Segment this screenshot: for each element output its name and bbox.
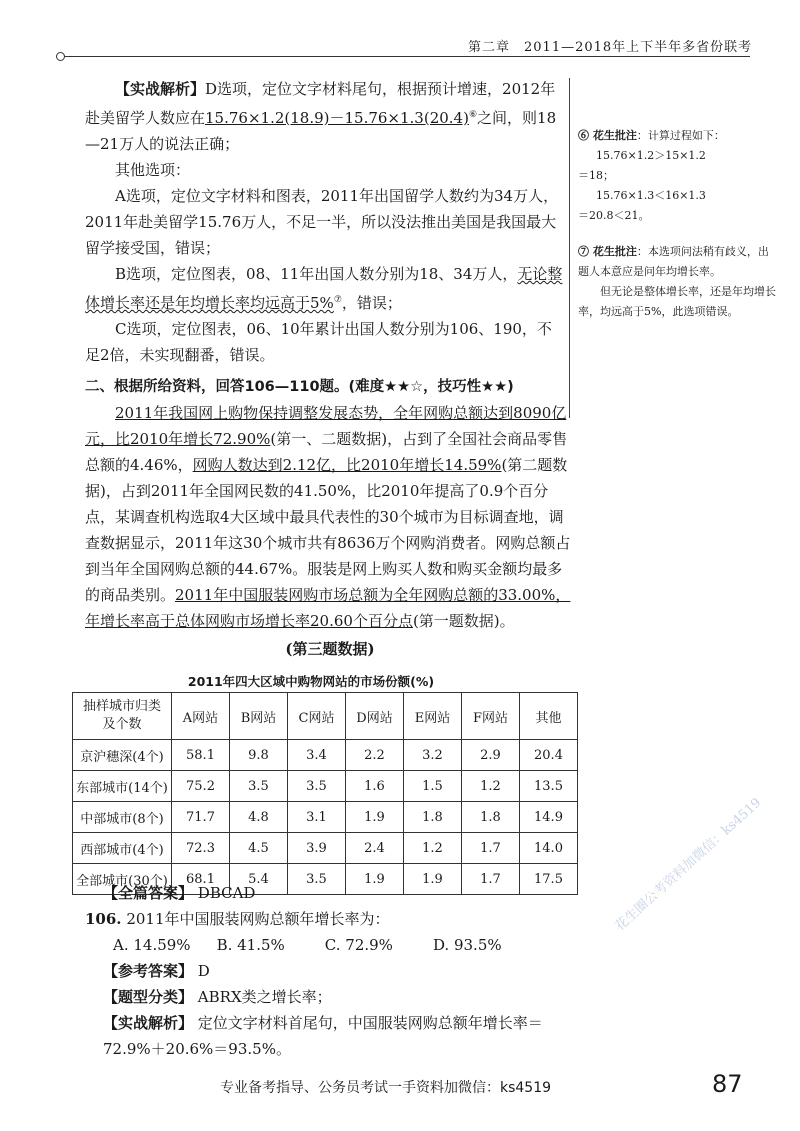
header-city-group xyxy=(73,693,172,740)
text: ：计算过程如下： xyxy=(636,129,725,142)
cell: 1.7 xyxy=(462,864,520,895)
footer-text: 专业备考指导、公务员考试一手资料加微信：ks4519 xyxy=(220,1080,552,1096)
cell: 1.9 xyxy=(346,802,404,833)
market-share-table xyxy=(72,692,578,895)
options-line xyxy=(85,932,575,958)
note-label: ⑥ 花生批注 xyxy=(578,129,637,142)
text: (第一题数据)。 xyxy=(412,612,515,630)
text: 之间，则18—21万人的说法正确； xyxy=(85,109,557,153)
underlined-text: 2011年中国服装网购市场总额为全年网购总额的33.00%，年增长率高于总体网购市场增长率20.60个百分点 xyxy=(85,586,571,630)
question-type-label: 【题型分类】 xyxy=(103,988,194,1006)
option-a: A. 14.59% xyxy=(113,936,191,954)
analysis-paragraph-a: A选项，定位文字材料和图表，2011年出国留学人数约为34万人，2011年赴美留学15.76万人，不足一半，所以没法推出美国是我国最大留学接受国，错误； xyxy=(85,187,559,257)
underlined-text: 网购人数达到2.12亿，比2010年增长14.59% xyxy=(192,456,502,474)
note-ref-7: ⑦ xyxy=(333,295,342,305)
cell: 3.5 xyxy=(288,864,346,895)
side-note-7 xyxy=(578,242,776,322)
cell: 1.8 xyxy=(404,802,462,833)
header-rule xyxy=(60,56,750,57)
question-type-line xyxy=(85,984,575,1010)
cell: 17.5 xyxy=(520,864,578,895)
cell: 1.2 xyxy=(404,833,462,864)
cell: 3.9 xyxy=(288,833,346,864)
note-line: 15.76×1.3＜16×1.3 xyxy=(596,189,706,202)
cell: 71.7 xyxy=(172,802,230,833)
cell: 3.5 xyxy=(288,771,346,802)
cell: 4.8 xyxy=(230,802,288,833)
underlined-text: 2011年我国网上购物保持调整发展态势，全年网购总额达到8090亿元，比2010年增长72.90% xyxy=(85,404,567,448)
reference-answer-label: 【参考答案】 xyxy=(103,962,194,980)
full-answer-value: DBCAD xyxy=(197,884,256,902)
answer-section xyxy=(85,880,575,1062)
cell: 1.8 xyxy=(462,802,520,833)
question-106 xyxy=(85,906,575,932)
question-number: 106. xyxy=(85,910,122,928)
cell: 2.4 xyxy=(346,833,404,864)
running-header: 第二章 2011—2018年上下半年多省份联考 xyxy=(468,40,753,55)
reference-answer-value: D xyxy=(197,962,210,980)
cell: 14.0 xyxy=(520,833,578,864)
cell: 1.5 xyxy=(404,771,462,802)
table-row xyxy=(73,771,578,802)
cell: 2.2 xyxy=(346,740,404,771)
header-col: 其他 xyxy=(520,693,578,740)
analysis-paragraph-b xyxy=(85,261,563,316)
option-b: B. 41.5% xyxy=(216,936,285,954)
cell: 58.1 xyxy=(172,740,230,771)
reference-answer-line xyxy=(85,958,575,984)
note-line: 15.76×1.2＞15×1.2 xyxy=(596,149,706,162)
page-number: 87 xyxy=(712,1070,743,1098)
header-col: E网站 xyxy=(404,693,462,740)
analysis-label: 【实战解析】 xyxy=(115,80,206,98)
cell: 1.9 xyxy=(346,864,404,895)
text: (第二题数据)，占到2011年全国网民数的41.50%，比2010年提高了0.9个百分点，某调查机构选取4大区域中最具代表性的30个城市为目标调查地，调查数据显示，2011年这30个城市共有8636万个网购消费者。网购总额占到当年全国网购总额的44.67%。服装是网上购买人数和购买金额均最多的商品类别。 xyxy=(85,456,571,604)
cell: 1.6 xyxy=(346,771,404,802)
cell: 75.2 xyxy=(172,771,230,802)
header-text: 抽样城市归类 xyxy=(82,699,161,714)
cell: 1.9 xyxy=(404,864,462,895)
row-label: 中部城市(8个) xyxy=(73,802,172,833)
market-share-table-wrap xyxy=(72,692,578,895)
cell: 14.9 xyxy=(520,802,578,833)
note-line: ＝20.8＜21。 xyxy=(578,209,650,222)
text: (第一、二题数据)，占到了全国社会商品零售总额的4.46%， xyxy=(85,430,568,474)
underlined-text: 15.76×1.2(18.9)－15.76×1.3(20.4) xyxy=(205,109,469,127)
cell: 2.9 xyxy=(462,740,520,771)
table-row xyxy=(73,740,578,771)
cell: 4.5 xyxy=(230,833,288,864)
cell: 1.2 xyxy=(462,771,520,802)
question-type-value: ABRX类之增长率； xyxy=(197,988,332,1006)
full-answer-line xyxy=(85,880,575,906)
header-col: D网站 xyxy=(346,693,404,740)
header-dot xyxy=(56,52,65,61)
watermark: 花生圈公考资料加微信：ks4519 xyxy=(612,795,765,935)
analysis-paragraph-d xyxy=(85,76,563,157)
cell: 68.1 xyxy=(172,864,230,895)
question-text: 2011年中国服装网购总额年增长率为： xyxy=(126,910,390,928)
table-row xyxy=(73,833,578,864)
row-label: 西部城市(4个) xyxy=(73,833,172,864)
analysis-section xyxy=(85,76,563,368)
analysis-label: 【实战解析】 xyxy=(103,1014,194,1032)
cell: 3.4 xyxy=(288,740,346,771)
header-col: F网站 xyxy=(462,693,520,740)
option-d: D. 93.5% xyxy=(432,936,502,954)
note-label: ⑦ 花生批注 xyxy=(578,245,637,258)
wavy-underlined-text: 无论整体增长率还是年均增长率均远高于5% xyxy=(85,265,563,312)
cell: 20.4 xyxy=(520,740,578,771)
third-question-label: (第三题数据) xyxy=(285,640,375,658)
text: D选项，定位文字材料尾句，根据预计增速，2012年赴美留学人数应在 xyxy=(85,80,556,127)
other-options-label: 其他选项： xyxy=(115,161,191,179)
answer-analysis xyxy=(85,1010,575,1062)
cell: 5.4 xyxy=(230,864,288,895)
cell: 3.2 xyxy=(404,740,462,771)
question-section xyxy=(85,374,575,662)
cell: 3.5 xyxy=(230,771,288,802)
row-label: 京沪穗深(4个) xyxy=(73,740,172,771)
cell: 13.5 xyxy=(520,771,578,802)
row-label: 东部城市(14个) xyxy=(73,771,172,802)
cell: 3.1 xyxy=(288,802,346,833)
table-row xyxy=(73,802,578,833)
cell: 9.8 xyxy=(230,740,288,771)
text: ：本选项问法稍有歧义，出题人本意应是问年均增长率。 xyxy=(578,245,769,278)
header-col: C网站 xyxy=(288,693,346,740)
option-c: C. 72.9% xyxy=(324,936,393,954)
note-ref-6: ⑥ xyxy=(468,110,478,120)
note-line: ＝18； xyxy=(578,169,614,182)
section-heading: 二、根据所给资料，回答106—110题。(难度★★☆，技巧性★★) xyxy=(85,379,514,395)
text: B选项，定位图表，08、11年出国人数分别为18、34万人， xyxy=(115,265,518,283)
header-col: B网站 xyxy=(230,693,288,740)
table-header-row xyxy=(73,693,578,740)
note-line: 但无论是整体增长率，还是年均增长率，均远高于5%，此选项错误。 xyxy=(578,285,776,318)
row-label: 全部城市(30个) xyxy=(73,864,172,895)
analysis-text: 定位文字材料首尾句，中国服装网购总额年增长率＝72.9%＋20.6%＝93.5%。 xyxy=(103,1014,543,1058)
header-col: A网站 xyxy=(172,693,230,740)
material-paragraph xyxy=(85,400,575,634)
header-text: 及个数 xyxy=(102,717,142,732)
margin-divider xyxy=(569,78,570,418)
analysis-paragraph-c: C选项，定位图表，06、10年累计出国人数分别为106、190，不足2倍，未实现翻番，错误。 xyxy=(85,320,552,364)
text: ，错误； xyxy=(341,294,402,312)
full-answer-label: 【全篇答案】 xyxy=(103,884,194,902)
cell: 72.3 xyxy=(172,833,230,864)
table-title: 2011年四大区域中购物网站的市场份额(%) xyxy=(187,674,435,689)
cell: 1.7 xyxy=(462,833,520,864)
side-note-6 xyxy=(578,126,776,226)
